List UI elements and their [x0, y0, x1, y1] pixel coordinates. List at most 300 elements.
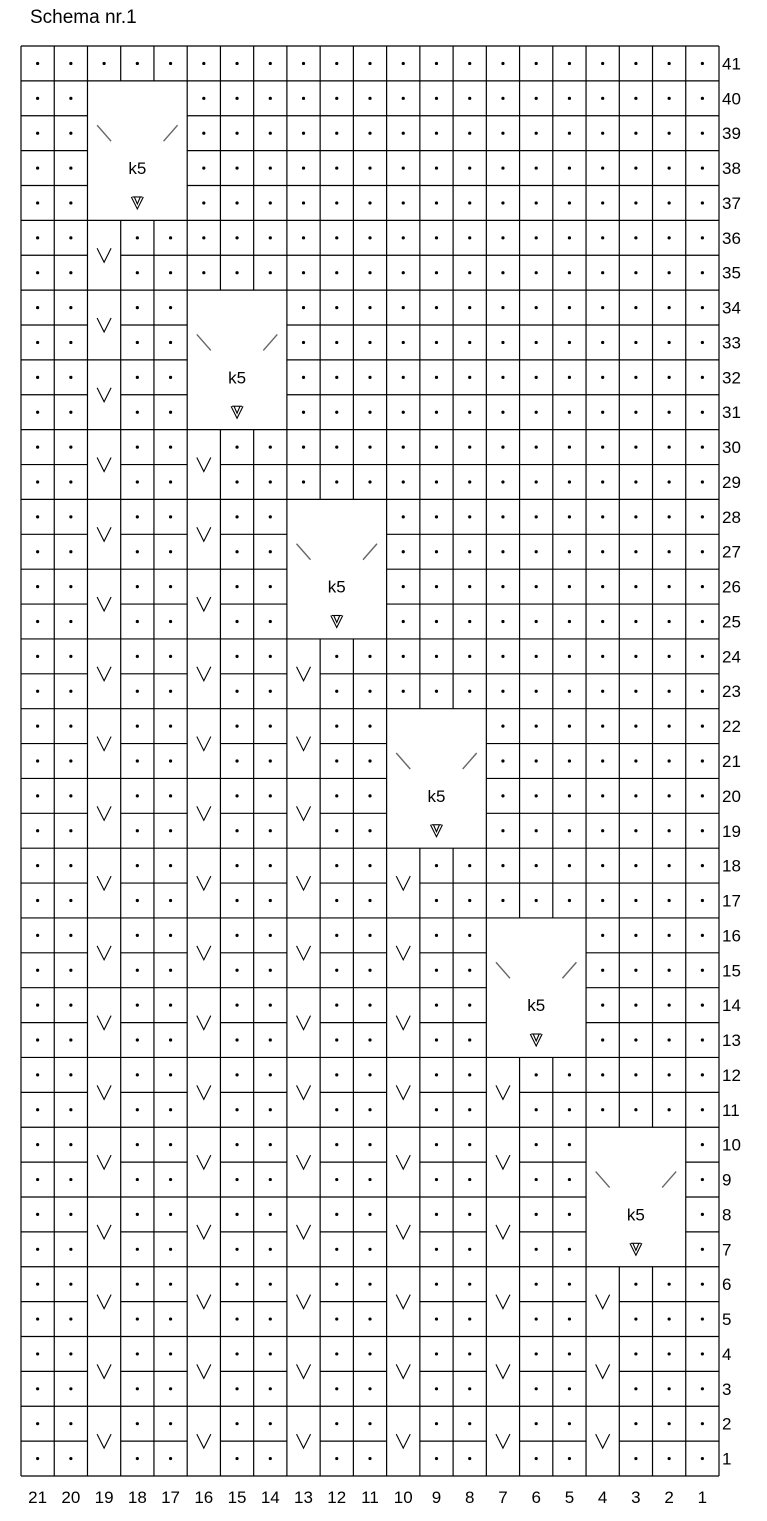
- purl-dot: [368, 690, 371, 693]
- purl-dot: [535, 759, 538, 762]
- slip-stitch-v-symbol: [197, 1155, 211, 1169]
- purl-dot: [568, 899, 571, 902]
- purl-dot: [368, 446, 371, 449]
- purl-dot: [568, 166, 571, 169]
- purl-dot: [69, 1422, 72, 1425]
- purl-dot: [535, 725, 538, 728]
- purl-dot: [634, 934, 637, 937]
- purl-dot: [701, 1248, 704, 1251]
- purl-dot: [69, 515, 72, 518]
- purl-dot: [435, 376, 438, 379]
- purl-dot: [69, 1317, 72, 1320]
- purl-dot: [668, 97, 671, 100]
- purl-dot: [69, 341, 72, 344]
- purl-dot: [169, 550, 172, 553]
- purl-dot: [335, 725, 338, 728]
- purl-dot: [501, 411, 504, 414]
- purl-dot: [36, 969, 39, 972]
- purl-dot: [335, 1248, 338, 1251]
- slip-stitch-v-symbol: [396, 876, 410, 890]
- purl-dot: [668, 899, 671, 902]
- purl-dot: [435, 1108, 438, 1111]
- purl-dot: [668, 201, 671, 204]
- purl-dot: [435, 271, 438, 274]
- purl-dot: [36, 411, 39, 414]
- purl-dot: [668, 934, 671, 937]
- purl-dot: [568, 1317, 571, 1320]
- purl-dot: [601, 585, 604, 588]
- purl-dot: [69, 829, 72, 832]
- purl-dot: [36, 1004, 39, 1007]
- purl-dot: [202, 132, 205, 135]
- purl-dot: [601, 306, 604, 309]
- row-label: 3: [722, 1379, 732, 1399]
- purl-dot: [335, 341, 338, 344]
- purl-dot: [501, 446, 504, 449]
- increase-symbol: [231, 406, 243, 418]
- slip-stitch-v-symbol: [496, 1225, 510, 1239]
- purl-dot: [368, 655, 371, 658]
- purl-dot: [535, 480, 538, 483]
- slip-stitch-v-symbol: [396, 1155, 410, 1169]
- purl-dot: [235, 1143, 238, 1146]
- slip-stitch-v-symbol: [297, 1016, 311, 1030]
- purl-dot: [269, 97, 272, 100]
- slip-stitch-v-symbol: [97, 737, 111, 751]
- purl-dot: [335, 62, 338, 65]
- purl-dot: [235, 201, 238, 204]
- purl-dot: [601, 515, 604, 518]
- purl-dot: [601, 341, 604, 344]
- purl-dot: [435, 1422, 438, 1425]
- k5-label: k5: [527, 996, 546, 1016]
- purl-dot: [36, 550, 39, 553]
- purl-dot: [601, 446, 604, 449]
- slip-stitch-v-symbol: [197, 597, 211, 611]
- slip-stitch-v-symbol: [396, 1295, 410, 1309]
- row-label: 9: [722, 1170, 732, 1190]
- purl-dot: [368, 759, 371, 762]
- purl-dot: [701, 62, 704, 65]
- slant-line-right: [363, 544, 377, 560]
- purl-dot: [235, 97, 238, 100]
- purl-dot: [368, 1248, 371, 1251]
- slip-stitch-v-symbol: [297, 1155, 311, 1169]
- slip-stitch-v-symbol: [97, 1225, 111, 1239]
- purl-dot: [435, 1317, 438, 1320]
- purl-dot: [468, 690, 471, 693]
- purl-dot: [701, 306, 704, 309]
- purl-dot: [668, 1387, 671, 1390]
- purl-dot: [568, 1387, 571, 1390]
- purl-dot: [568, 1143, 571, 1146]
- row-label: 35: [722, 263, 741, 283]
- purl-dot: [601, 236, 604, 239]
- column-label: 7: [498, 1488, 508, 1507]
- purl-dot: [634, 446, 637, 449]
- slip-stitch-v-symbol: [496, 1155, 510, 1169]
- purl-dot: [36, 1283, 39, 1286]
- purl-dot: [169, 969, 172, 972]
- purl-dot: [335, 1422, 338, 1425]
- purl-dot: [668, 1038, 671, 1041]
- slip-stitch-v-symbol: [396, 1364, 410, 1378]
- purl-dot: [136, 585, 139, 588]
- purl-dot: [169, 759, 172, 762]
- purl-dot: [701, 480, 704, 483]
- purl-dot: [136, 969, 139, 972]
- purl-dot: [402, 411, 405, 414]
- purl-dot: [568, 201, 571, 204]
- purl-dot: [335, 166, 338, 169]
- purl-dot: [368, 480, 371, 483]
- purl-dot: [302, 201, 305, 204]
- purl-dot: [468, 1038, 471, 1041]
- purl-dot: [701, 1143, 704, 1146]
- purl-dot: [136, 1143, 139, 1146]
- purl-dot: [368, 1108, 371, 1111]
- purl-dot: [435, 166, 438, 169]
- purl-dot: [69, 1073, 72, 1076]
- row-label: 24: [722, 647, 741, 667]
- row-label: 10: [722, 1135, 741, 1155]
- purl-dot: [235, 62, 238, 65]
- purl-dot: [69, 166, 72, 169]
- purl-dot: [269, 934, 272, 937]
- purl-dot: [468, 864, 471, 867]
- purl-dot: [701, 236, 704, 239]
- purl-dot: [335, 97, 338, 100]
- column-label: 21: [28, 1488, 48, 1507]
- purl-dot: [136, 655, 139, 658]
- purl-dot: [368, 306, 371, 309]
- purl-dot: [668, 1457, 671, 1460]
- purl-dot: [634, 166, 637, 169]
- purl-dot: [169, 899, 172, 902]
- purl-dot: [468, 899, 471, 902]
- purl-dot: [601, 271, 604, 274]
- purl-dot: [668, 1283, 671, 1286]
- purl-dot: [701, 829, 704, 832]
- purl-dot: [634, 1004, 637, 1007]
- purl-dot: [634, 759, 637, 762]
- slant-line-left: [396, 753, 410, 769]
- purl-dot: [668, 1108, 671, 1111]
- purl-dot: [701, 1283, 704, 1286]
- purl-dot: [368, 201, 371, 204]
- purl-dot: [701, 1352, 704, 1355]
- purl-dot: [69, 1108, 72, 1111]
- purl-dot: [601, 480, 604, 483]
- purl-dot: [136, 899, 139, 902]
- slip-stitch-v-symbol: [297, 1364, 311, 1378]
- slip-stitch-v-symbol: [496, 1085, 510, 1099]
- slip-stitch-v-symbol: [396, 1016, 410, 1030]
- purl-dot: [468, 306, 471, 309]
- purl-dot: [435, 934, 438, 937]
- purl-dot: [136, 864, 139, 867]
- purl-dot: [634, 794, 637, 797]
- row-label: 6: [722, 1275, 732, 1295]
- purl-dot: [634, 271, 637, 274]
- purl-dot: [468, 655, 471, 658]
- purl-dot: [36, 899, 39, 902]
- purl-dot: [701, 341, 704, 344]
- purl-dot: [36, 864, 39, 867]
- purl-dot: [136, 1283, 139, 1286]
- slip-stitch-v-symbol: [197, 876, 211, 890]
- purl-dot: [501, 376, 504, 379]
- purl-dot: [501, 480, 504, 483]
- slip-stitch-v-symbol: [197, 1434, 211, 1448]
- purl-dot: [501, 341, 504, 344]
- purl-dot: [535, 620, 538, 623]
- purl-dot: [136, 480, 139, 483]
- purl-dot: [535, 655, 538, 658]
- row-label: 1: [722, 1449, 732, 1469]
- purl-dot: [269, 829, 272, 832]
- purl-dot: [634, 620, 637, 623]
- purl-dot: [36, 829, 39, 832]
- purl-dot: [136, 829, 139, 832]
- purl-dot: [435, 1213, 438, 1216]
- slip-stitch-v-symbol: [297, 946, 311, 960]
- row-label: 33: [722, 333, 741, 353]
- purl-dot: [601, 899, 604, 902]
- purl-dot: [169, 1073, 172, 1076]
- purl-dot: [435, 620, 438, 623]
- purl-dot: [335, 1178, 338, 1181]
- purl-dot: [169, 1038, 172, 1041]
- increase-symbol: [131, 197, 143, 209]
- purl-dot: [435, 62, 438, 65]
- purl-dot: [601, 794, 604, 797]
- purl-dot: [169, 1213, 172, 1216]
- purl-dot: [269, 515, 272, 518]
- purl-dot: [535, 1317, 538, 1320]
- purl-dot: [535, 341, 538, 344]
- slip-stitch-v-symbol: [97, 1434, 111, 1448]
- purl-dot: [169, 236, 172, 239]
- purl-dot: [136, 271, 139, 274]
- purl-dot: [668, 166, 671, 169]
- purl-dot: [668, 341, 671, 344]
- purl-dot: [634, 376, 637, 379]
- purl-dot: [634, 411, 637, 414]
- purl-dot: [601, 411, 604, 414]
- purl-dot: [468, 132, 471, 135]
- purl-dot: [269, 550, 272, 553]
- purl-dot: [701, 1213, 704, 1216]
- purl-dot: [235, 1422, 238, 1425]
- purl-dot: [601, 1108, 604, 1111]
- purl-dot: [501, 132, 504, 135]
- purl-dot: [535, 829, 538, 832]
- purl-dot: [169, 411, 172, 414]
- purl-dot: [36, 341, 39, 344]
- slant-line-left: [297, 544, 311, 560]
- purl-dot: [368, 97, 371, 100]
- purl-dot: [435, 1004, 438, 1007]
- purl-dot: [69, 236, 72, 239]
- purl-dot: [501, 166, 504, 169]
- purl-dot: [601, 97, 604, 100]
- purl-dot: [568, 1248, 571, 1251]
- purl-dot: [402, 236, 405, 239]
- slip-stitch-v-symbol: [596, 1295, 610, 1309]
- purl-dot: [169, 794, 172, 797]
- purl-dot: [269, 62, 272, 65]
- purl-dot: [568, 306, 571, 309]
- purl-dot: [69, 62, 72, 65]
- row-label: 30: [722, 438, 741, 458]
- purl-dot: [501, 306, 504, 309]
- purl-dot: [435, 201, 438, 204]
- purl-dot: [269, 201, 272, 204]
- purl-dot: [335, 201, 338, 204]
- purl-dot: [535, 899, 538, 902]
- purl-dot: [501, 62, 504, 65]
- column-label: 13: [294, 1488, 313, 1507]
- purl-dot: [335, 969, 338, 972]
- purl-dot: [136, 620, 139, 623]
- purl-dot: [701, 969, 704, 972]
- purl-dot: [169, 1143, 172, 1146]
- row-label: 28: [722, 507, 741, 527]
- k5-label: k5: [626, 1205, 645, 1225]
- purl-dot: [269, 1248, 272, 1251]
- purl-dot: [535, 690, 538, 693]
- purl-dot: [136, 759, 139, 762]
- purl-dot: [568, 236, 571, 239]
- purl-dot: [468, 585, 471, 588]
- purl-dot: [601, 1038, 604, 1041]
- purl-dot: [69, 132, 72, 135]
- purl-dot: [36, 1457, 39, 1460]
- purl-dot: [435, 1178, 438, 1181]
- purl-dot: [568, 1108, 571, 1111]
- slip-stitch-v-symbol: [197, 946, 211, 960]
- purl-dot: [136, 341, 139, 344]
- purl-dot: [169, 690, 172, 693]
- purl-dot: [368, 341, 371, 344]
- purl-dot: [169, 1457, 172, 1460]
- purl-dot: [69, 1352, 72, 1355]
- purl-dot: [601, 376, 604, 379]
- purl-dot: [368, 236, 371, 239]
- purl-dot: [368, 411, 371, 414]
- purl-dot: [634, 1073, 637, 1076]
- purl-dot: [634, 1352, 637, 1355]
- purl-dot: [468, 376, 471, 379]
- purl-dot: [36, 690, 39, 693]
- purl-dot: [468, 480, 471, 483]
- column-label: 6: [531, 1488, 541, 1507]
- purl-dot: [701, 1317, 704, 1320]
- purl-dot: [36, 1387, 39, 1390]
- purl-dot: [36, 1073, 39, 1076]
- purl-dot: [468, 341, 471, 344]
- slip-stitch-v-symbol: [97, 248, 111, 262]
- purl-dot: [335, 306, 338, 309]
- row-label: 25: [722, 612, 741, 632]
- purl-dot: [136, 411, 139, 414]
- purl-dot: [335, 829, 338, 832]
- purl-dot: [136, 1178, 139, 1181]
- purl-dot: [368, 376, 371, 379]
- purl-dot: [601, 201, 604, 204]
- slip-stitch-v-symbol: [297, 1295, 311, 1309]
- purl-dot: [269, 1004, 272, 1007]
- slip-stitch-v-symbol: [297, 876, 311, 890]
- purl-dot: [235, 446, 238, 449]
- purl-dot: [269, 236, 272, 239]
- purl-dot: [701, 411, 704, 414]
- slip-stitch-v-symbol: [396, 1434, 410, 1448]
- purl-dot: [302, 306, 305, 309]
- purl-dot: [368, 1457, 371, 1460]
- slant-line-right: [463, 753, 477, 769]
- purl-dot: [169, 306, 172, 309]
- slip-stitch-v-symbol: [496, 1295, 510, 1309]
- purl-dot: [169, 515, 172, 518]
- purl-dot: [535, 1457, 538, 1460]
- purl-dot: [269, 620, 272, 623]
- row-label: 27: [722, 542, 741, 562]
- row-label: 32: [722, 368, 741, 388]
- purl-dot: [235, 480, 238, 483]
- slip-stitch-v-symbol: [496, 1434, 510, 1448]
- purl-dot: [235, 1178, 238, 1181]
- purl-dot: [568, 585, 571, 588]
- purl-dot: [435, 550, 438, 553]
- row-label: 15: [722, 961, 741, 981]
- purl-dot: [36, 201, 39, 204]
- purl-dot: [269, 1213, 272, 1216]
- purl-dot: [235, 690, 238, 693]
- slip-stitch-v-symbol: [197, 527, 211, 541]
- column-label: 4: [597, 1488, 608, 1507]
- purl-dot: [435, 341, 438, 344]
- purl-dot: [335, 1143, 338, 1146]
- purl-dot: [269, 1317, 272, 1320]
- purl-dot: [302, 446, 305, 449]
- purl-dot: [468, 1248, 471, 1251]
- k5-label: k5: [128, 159, 147, 179]
- purl-dot: [701, 376, 704, 379]
- purl-dot: [235, 759, 238, 762]
- purl-dot: [169, 1248, 172, 1251]
- purl-dot: [302, 271, 305, 274]
- row-label: 14: [722, 996, 741, 1016]
- row-label: 20: [722, 786, 741, 806]
- purl-dot: [302, 341, 305, 344]
- purl-dot: [701, 759, 704, 762]
- purl-dot: [468, 166, 471, 169]
- purl-dot: [302, 166, 305, 169]
- k5-label: k5: [327, 577, 346, 597]
- purl-dot: [36, 132, 39, 135]
- purl-dot: [36, 934, 39, 937]
- purl-dot: [202, 201, 205, 204]
- purl-dot: [335, 132, 338, 135]
- purl-dot: [601, 934, 604, 937]
- row-label: 37: [722, 193, 741, 213]
- purl-dot: [335, 1038, 338, 1041]
- purl-dot: [468, 1352, 471, 1355]
- purl-dot: [235, 794, 238, 797]
- purl-dot: [468, 620, 471, 623]
